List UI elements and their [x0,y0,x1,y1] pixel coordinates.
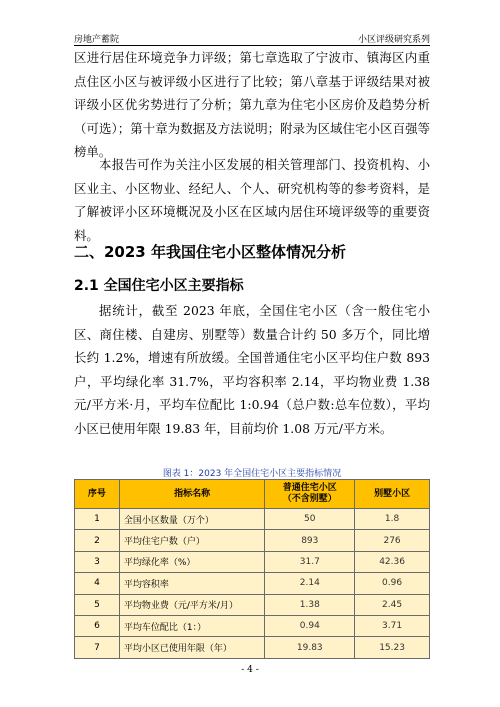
cell-no: 1 [75,509,120,530]
cell-name: 平均物业费（元/平方米/月） [119,594,265,615]
header-villa-community: 别墅小区 [355,480,430,509]
table-row [75,573,430,594]
paragraph-report-usage: 本报告可作为关注小区发展的相关管理部门、投资机构、小区业主、小区物业、经纪人、个人、研究机构等的参考资料，是了解被评小区环境概况及小区在区域内居住环境评级等的重要资料。 [74,157,430,243]
cell-no: 7 [75,637,120,658]
header-series: 小区评级研究系列 [357,35,430,45]
section-heading: 二、2023 年我国住宅小区整体情况分析 [74,243,346,261]
table-header-row [75,480,430,509]
cell-normal: 50 [265,509,355,530]
header-no: 序号 [75,480,120,509]
cell-name: 平均住宅户数（户） [119,530,265,551]
indicator-table [74,479,430,659]
header-normal-line2: （不含别墅） [282,494,337,504]
paragraph-chapter-summary: 区进行居住环境竞争力评级；第七章选取了宁波市、镇海区内重点住区小区与被评级小区进行了比较；第八章基于评级结果对被评级小区优劣势进行了分析；第九章为住宅小区房价及趋势分析（可选）；第十章为数据及方法说明；附录为区域住宅小区百强等榜单。 [74,50,430,159]
table-row [75,594,430,615]
header-normal-community [265,480,355,509]
cell-name: 平均车位配比（1：） [119,615,265,636]
cell-no: 2 [75,530,120,551]
cell-villa: 2.45 [355,594,430,615]
cell-villa: 1.8 [355,509,430,530]
paragraph-statistics: 据统计，截至 2023 年底，全国住宅小区（含一般住宅小区、商住楼、自建房、别墅等）数量合计约 50 多万个，同比增长约 1.2%，增速有所放缓。全国普通住宅小区平均住户数 893 户，平均绿化率 31.7%，平均容积率 2.14，平均物业费 1.38 元/平方米·月，平均车位配比 1:0.94（总户数:总车位数），平均小区已使用年限 19.83 年，目前均价 1.08 万元/平方米。 [74,303,430,436]
cell-normal: 893 [265,530,355,551]
cell-name: 平均绿化率（%） [119,551,265,572]
cell-villa: 15.23 [355,637,430,658]
cell-normal: 0.94 [265,615,355,636]
subsection-heading: 2.1 全国住宅小区主要指标 [74,278,244,294]
cell-no: 5 [75,594,120,615]
cell-villa: 3.71 [355,615,430,636]
table-row [75,509,430,530]
table-row [75,551,430,572]
cell-normal: 1.38 [265,594,355,615]
header-normal-line1: 普通住宅小区 [282,483,337,493]
page-header [74,31,430,46]
cell-name: 全国小区数量（万个） [119,509,265,530]
page-number: - 4 - [241,665,259,675]
header-publisher: 房地产蓄院 [74,35,120,45]
cell-normal: 31.7 [265,551,355,572]
table-row [75,615,430,636]
cell-villa: 42.36 [355,551,430,572]
cell-name: 平均容积率 [119,573,265,594]
table-row [75,637,430,658]
cell-no: 6 [75,615,120,636]
cell-no: 4 [75,573,120,594]
table-caption: 图表 1：2023 年全国住宅小区主要指标情况 [162,469,342,479]
header-indicator-name: 指标名称 [119,480,265,509]
cell-normal: 19.83 [265,637,355,658]
cell-villa: 276 [355,530,430,551]
table-row [75,530,430,551]
cell-normal: 2.14 [265,573,355,594]
cell-name: 平均小区已使用年限（年） [119,637,265,658]
cell-villa: 0.96 [355,573,430,594]
cell-no: 3 [75,551,120,572]
